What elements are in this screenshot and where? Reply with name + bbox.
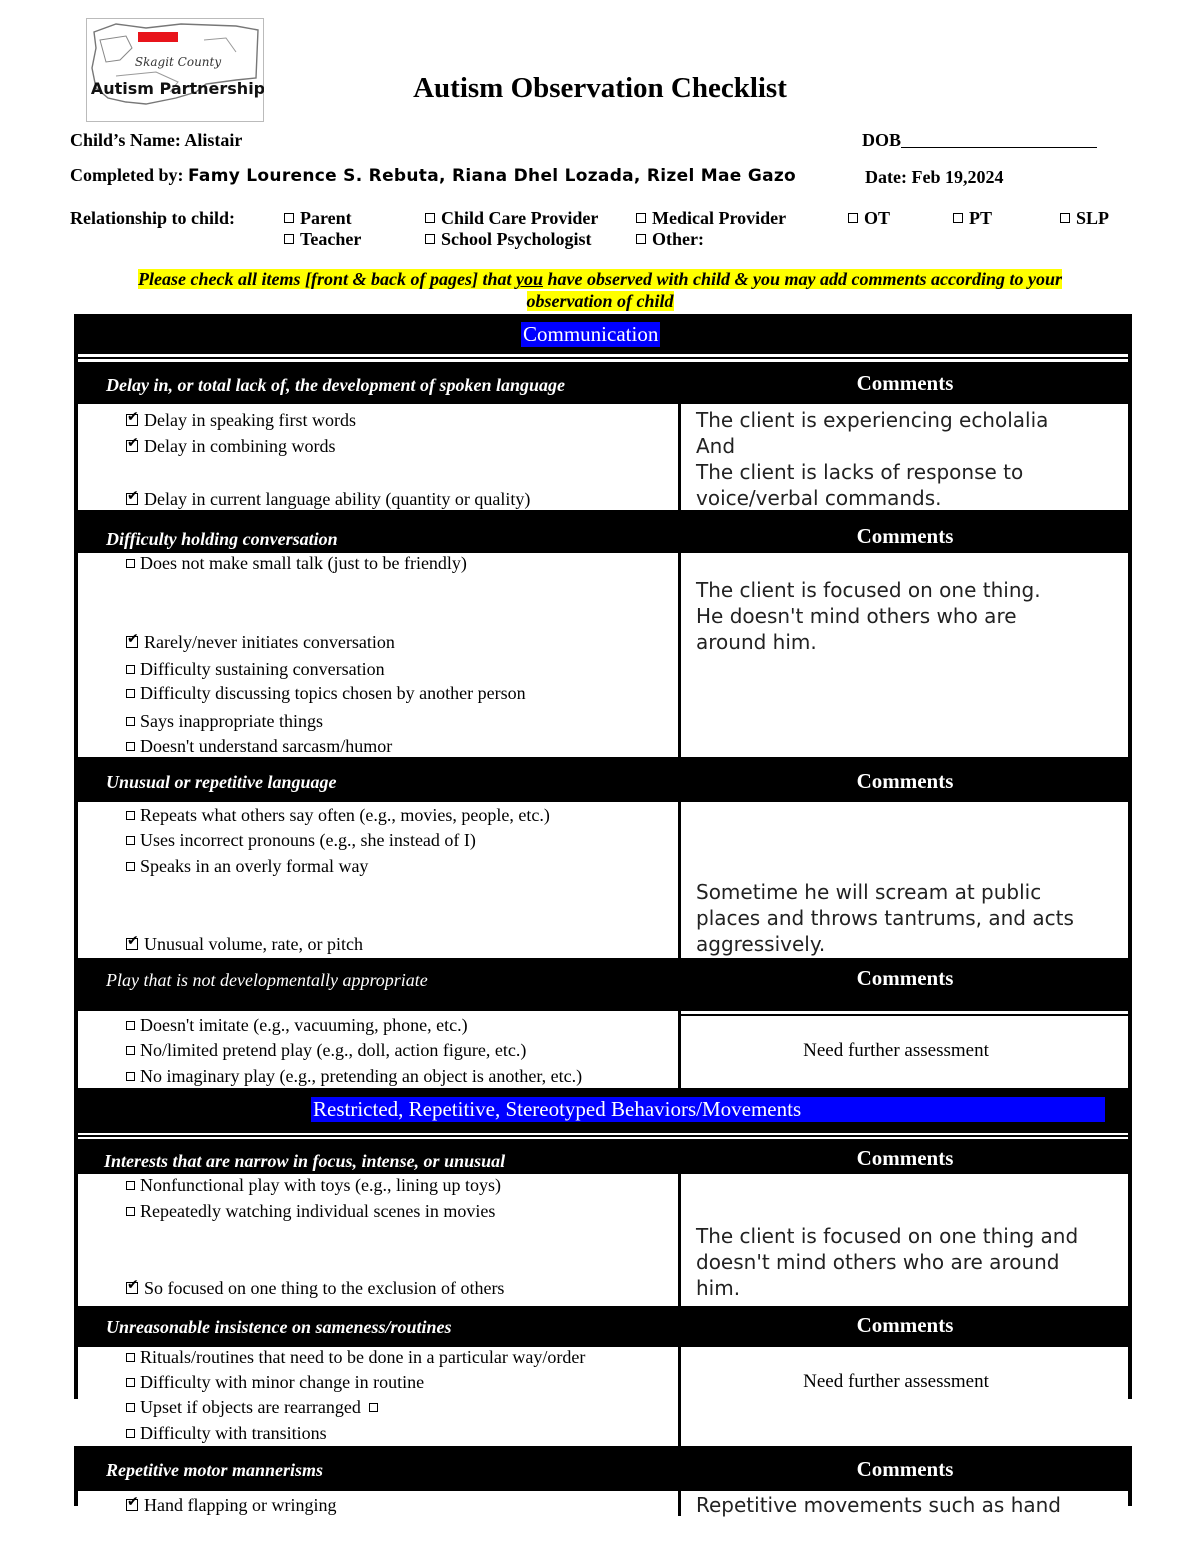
- section-title: Interests that are narrow in focus, intense, or unusual: [104, 1151, 506, 1171]
- comment-text[interactable]: Need further assessment: [803, 1371, 989, 1392]
- checked-box-icon: [126, 1499, 138, 1511]
- relationship-option-medical[interactable]: Medical Provider: [636, 208, 786, 229]
- comments-heading: Comments: [856, 1457, 954, 1481]
- checklist-item[interactable]: ✔So focused on one thing to the exclusion of others: [126, 1278, 504, 1299]
- checkbox-icon: [126, 1046, 135, 1055]
- checkbox-icon: [126, 689, 135, 698]
- relationship-option-child-care[interactable]: Child Care Provider: [425, 208, 598, 229]
- child-name-label: Child’s Name:: [70, 130, 181, 150]
- checkbox-icon: [369, 1403, 378, 1412]
- checkbox-icon: [126, 836, 135, 845]
- checklist-item[interactable]: Says inappropriate things: [126, 711, 323, 732]
- checked-box-icon: [126, 636, 138, 648]
- document-title: Autism Observation Checklist: [413, 72, 787, 104]
- logo-name-text: Autism Partnership: [90, 79, 264, 98]
- checkbox-icon: [126, 1429, 135, 1438]
- checklist-item[interactable]: ✔Delay in current language ability (quantity or quality): [126, 489, 530, 510]
- comment-text[interactable]: The client is focused on one thing. He doesn't mind others who are around him.: [696, 578, 1041, 654]
- section-title: Play that is not developmentally appropriate: [106, 970, 428, 990]
- checkbox-icon: [126, 862, 135, 871]
- checkbox-icon: [126, 1353, 135, 1362]
- checklist-item[interactable]: Difficulty with transitions: [126, 1423, 327, 1444]
- checked-box-icon: [126, 414, 138, 426]
- section-title: Repetitive motor mannerisms: [106, 1460, 324, 1480]
- relationship-option-ot[interactable]: OT: [848, 208, 890, 229]
- checklist-item[interactable]: No imaginary play (e.g., pretending an object is another, etc.): [126, 1066, 582, 1087]
- checklist-item[interactable]: Speaks in an overly formal way: [126, 856, 368, 877]
- logo-county-text: Skagit County: [134, 55, 222, 69]
- checklist-item[interactable]: ✔Hand flapping or wringing: [126, 1495, 336, 1516]
- checked-box-icon: [126, 938, 138, 950]
- checklist-item[interactable]: Difficulty with minor change in routine: [126, 1372, 424, 1393]
- checklist-item[interactable]: Does not make small talk (just to be friendly): [126, 553, 467, 574]
- comment-text[interactable]: Repetitive movements such as hand: [696, 1493, 1061, 1517]
- child-name-value[interactable]: Alistair: [184, 130, 243, 150]
- checkbox-icon: [126, 1021, 135, 1030]
- checked-box-icon: [126, 440, 138, 452]
- section-title: Unreasonable insistence on sameness/routines: [106, 1317, 452, 1337]
- checked-box-icon: [126, 493, 138, 505]
- comment-text[interactable]: The client is focused on one thing and doesn't mind others who are around him.: [696, 1224, 1079, 1300]
- comments-heading: Comments: [856, 1313, 954, 1337]
- checkbox-icon: [126, 1181, 135, 1190]
- date-label: Date:: [865, 167, 907, 187]
- checklist-item[interactable]: Uses incorrect pronouns (e.g., she instead of I): [126, 830, 476, 851]
- checkbox-icon: [126, 1378, 135, 1387]
- relationship-option-other[interactable]: Other:: [636, 229, 704, 250]
- checklist-item[interactable]: ✔Delay in combining words: [126, 436, 335, 457]
- relationship-option-school-psychologist[interactable]: School Psychologist: [425, 229, 592, 250]
- checkbox-icon: [126, 665, 135, 674]
- section-title: Unusual or repetitive language: [106, 772, 337, 792]
- checklist-item[interactable]: Difficulty sustaining conversation: [126, 659, 385, 680]
- relationship-option-teacher[interactable]: Teacher: [284, 229, 361, 250]
- comment-text[interactable]: The client is experiencing echolalia And The client is lacks of response to voice/verbal commands.: [696, 408, 1049, 510]
- comment-text[interactable]: Sometime he will scream at public places and throws tantrums, and acts aggressively.: [696, 880, 1074, 956]
- instructions: Please check all items [front & back of pages] that you have observed with child & you may add comments according to your observation of child: [138, 269, 1062, 311]
- completed-by-label: Completed by:: [70, 165, 184, 185]
- section-title: Difficulty holding conversation: [106, 529, 338, 549]
- checkbox-icon: [126, 1207, 135, 1216]
- restricted-banner-title: Restricted, Repetitive, Stereotyped Behaviors/Movements: [311, 1097, 1105, 1122]
- completed-by-value[interactable]: Famy Lourence S. Rebuta, Riana Dhel Lozada, Rizel Mae Gazo: [188, 166, 797, 186]
- comments-heading: Comments: [856, 524, 954, 548]
- checklist-item[interactable]: Doesn't imitate (e.g., vacuuming, phone, etc.): [126, 1015, 468, 1036]
- checklist-item[interactable]: Repeats what others say often (e.g., movies, people, etc.): [126, 805, 550, 826]
- checkbox-icon: [126, 1072, 135, 1081]
- relationship-option-parent[interactable]: Parent: [284, 208, 352, 229]
- dob-label: DOB: [862, 130, 902, 150]
- comments-heading: Comments: [856, 371, 954, 395]
- checklist-item[interactable]: No/limited pretend play (e.g., doll, action figure, etc.): [126, 1040, 526, 1061]
- checklist-item[interactable]: Doesn't understand sarcasm/humor: [126, 736, 392, 757]
- communication-banner-title: Communication: [523, 322, 659, 346]
- checklist-item[interactable]: ✔Rarely/never initiates conversation: [126, 632, 395, 653]
- checklist-item[interactable]: Repeatedly watching individual scenes in movies: [126, 1201, 495, 1222]
- checkbox-icon: [126, 1403, 135, 1412]
- checkbox-icon: [126, 559, 135, 568]
- checklist-item[interactable]: Upset if objects are rearranged: [126, 1397, 383, 1418]
- relationship-option-slp[interactable]: SLP: [1060, 208, 1109, 229]
- checkbox-icon: [126, 811, 135, 820]
- checklist-item[interactable]: Nonfunctional play with toys (e.g., lining up toys): [126, 1175, 501, 1196]
- checklist-item[interactable]: Difficulty discussing topics chosen by another person: [126, 683, 526, 704]
- section-title: Delay in, or total lack of, the development of spoken language: [106, 375, 565, 395]
- comments-heading: Comments: [856, 769, 954, 793]
- checklist-item[interactable]: ✔Unusual volume, rate, or pitch: [126, 934, 363, 955]
- date-value[interactable]: Feb 19,2024: [911, 167, 1004, 187]
- comments-heading: Comments: [856, 1146, 954, 1170]
- checkbox-icon: [126, 717, 135, 726]
- checklist-item[interactable]: ✔Delay in speaking first words: [126, 410, 356, 431]
- checked-box-icon: [126, 1282, 138, 1294]
- relationship-label: Relationship to child:: [70, 208, 236, 228]
- comments-heading: Comments: [856, 966, 954, 990]
- checkbox-icon: [126, 742, 135, 751]
- checklist-item[interactable]: Rituals/routines that need to be done in a particular way/order: [126, 1347, 585, 1368]
- relationship-option-pt[interactable]: PT: [953, 208, 992, 229]
- comment-text[interactable]: Need further assessment: [803, 1040, 989, 1061]
